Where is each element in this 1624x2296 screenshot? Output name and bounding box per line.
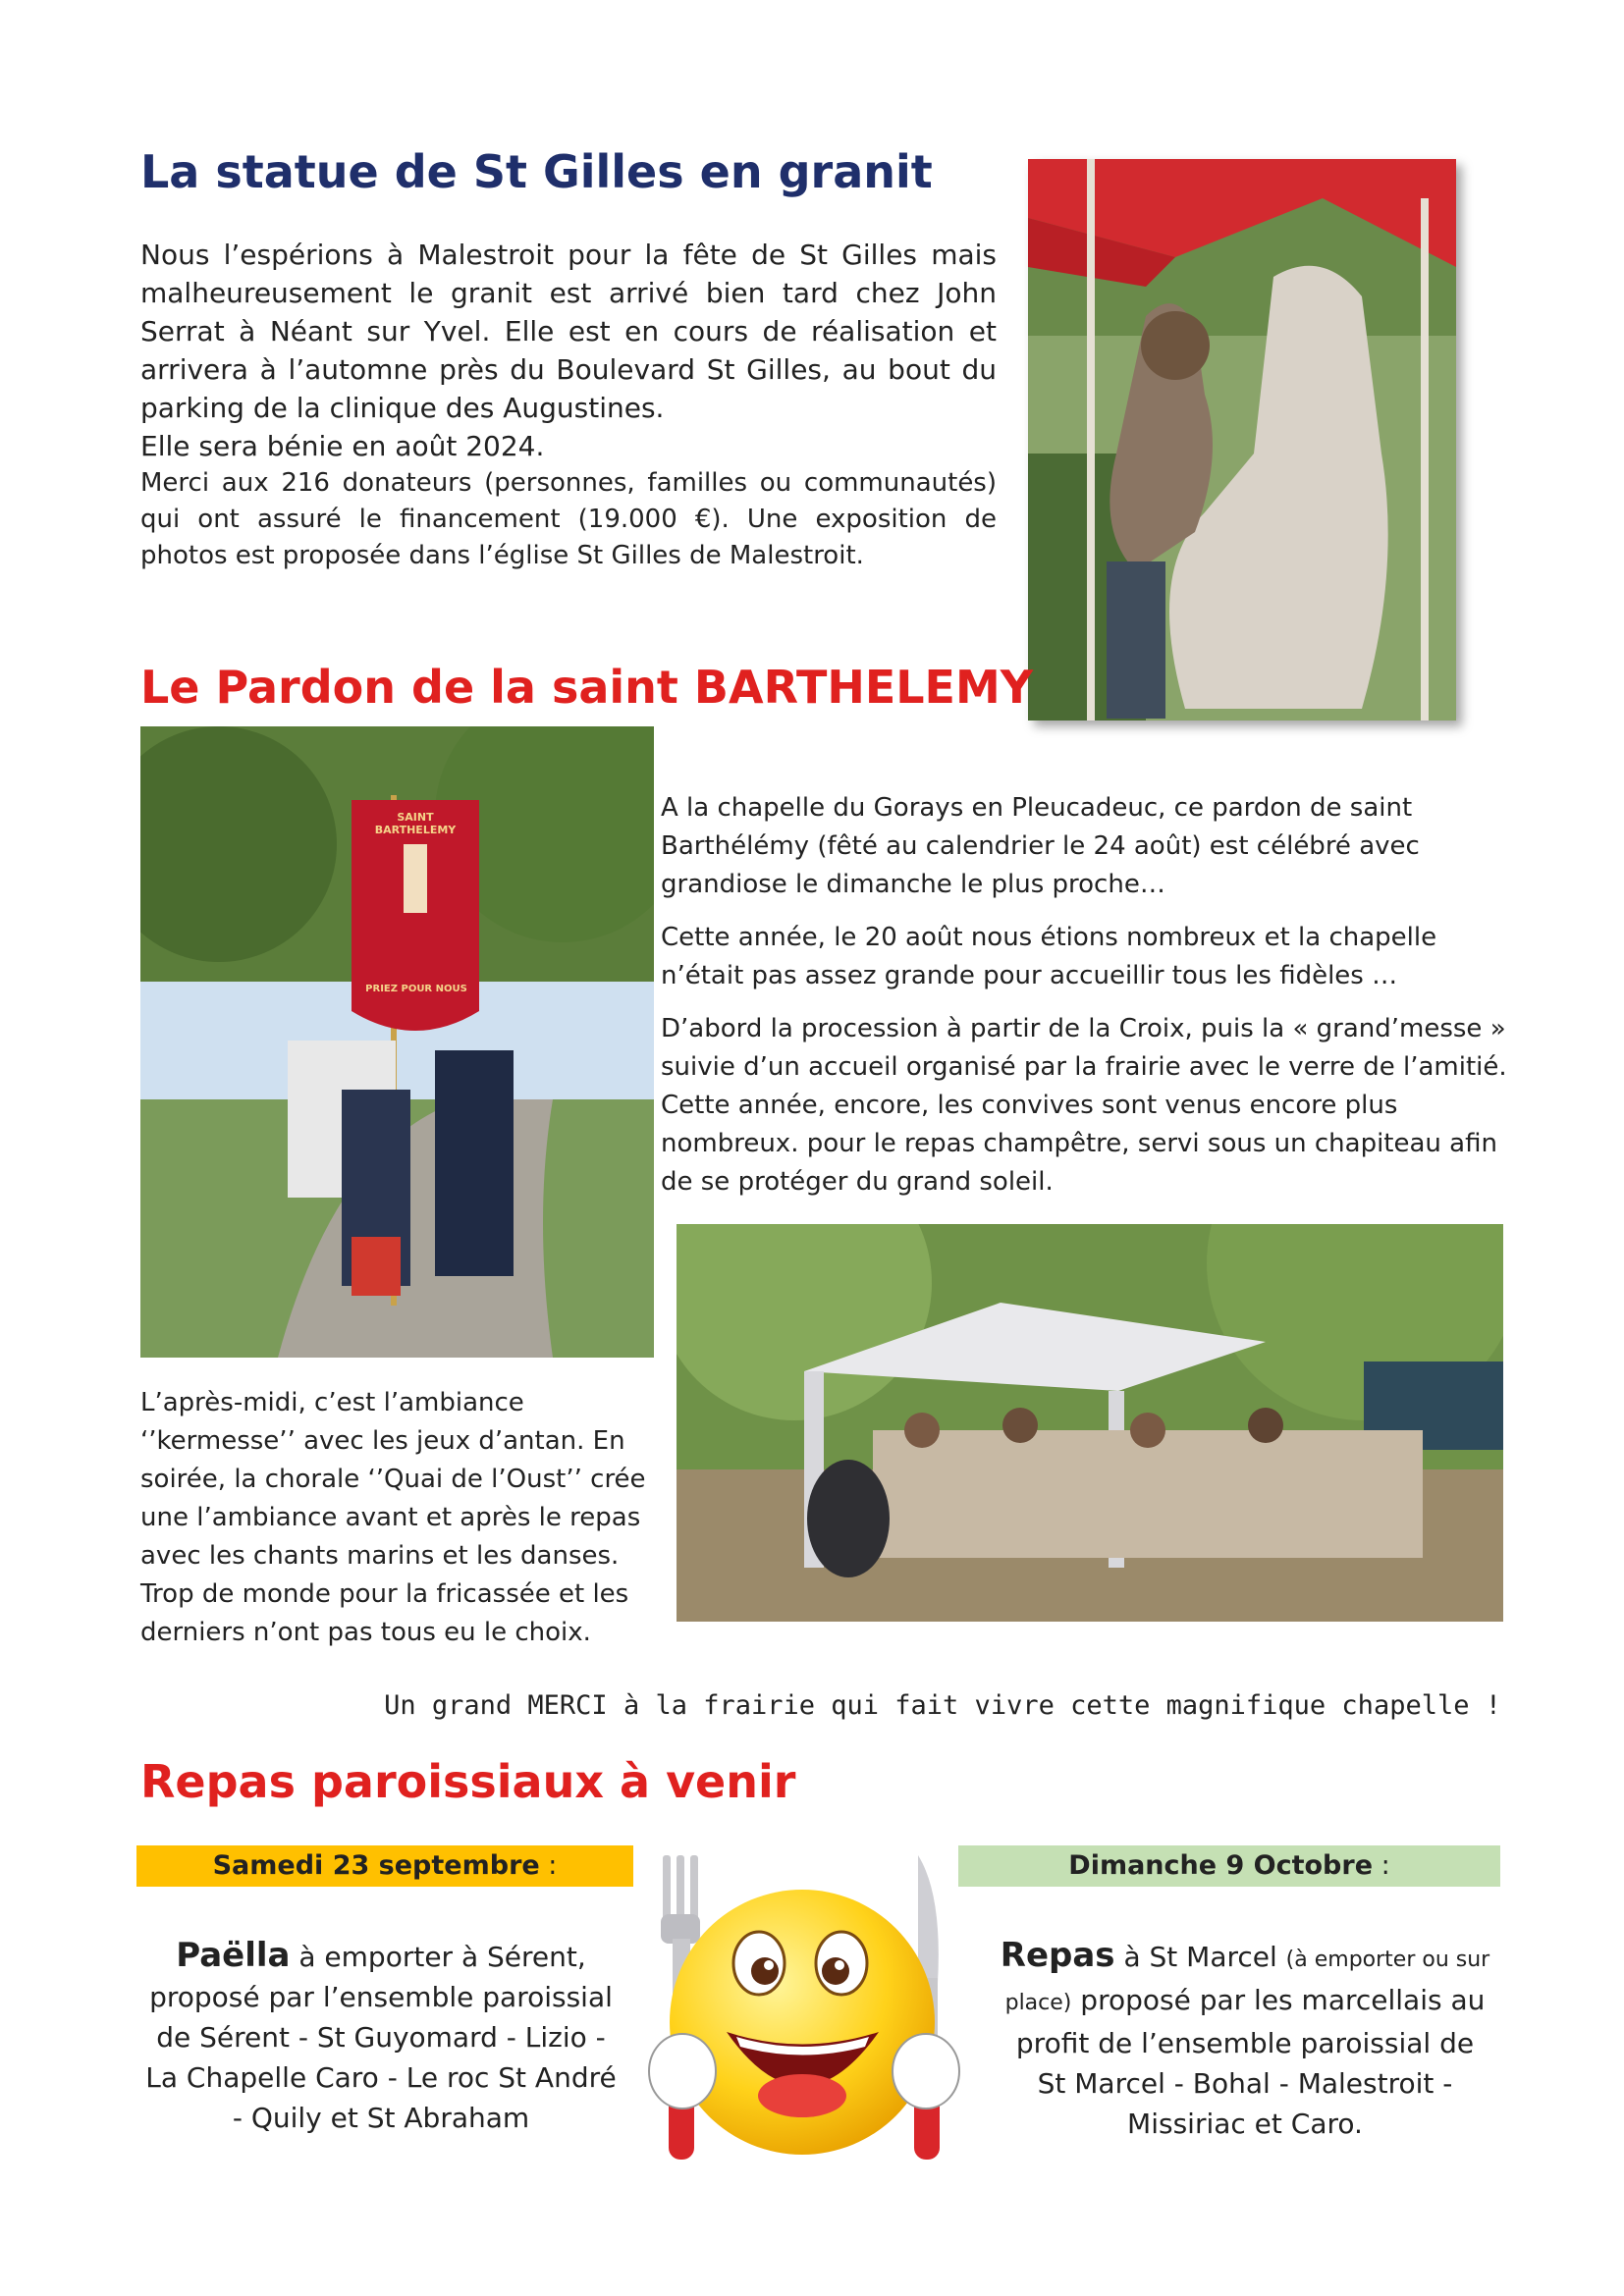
banner-bottom-text: PRIEZ POUR NOUS	[365, 984, 467, 994]
right-dish: Repas	[1000, 1936, 1115, 1975]
left-date-pill	[136, 1845, 633, 1887]
statue-paragraph-3: Merci aux 216 donateurs (personnes, familles ou communautés) qui ont assuré le financement (19.000 €). Une exposition de photos est proposée dans l’église St Gilles de Malestroit.	[140, 468, 997, 570]
left-meal-text	[140, 1936, 622, 2138]
procession-photo	[140, 726, 654, 1358]
tent-meal-photo	[677, 1224, 1503, 1622]
right-meal-small-note: (à emporter ou sur place)	[1004, 1948, 1490, 2015]
left-meal-description: à emporter à Sérent, proposé par l’ensemble paroissial de Sérent - St Guyomard - Lizio - La Chapelle Caro - Le roc St André - Quily et St Abraham	[145, 1941, 617, 2134]
repas-title: Repas paroissiaux à venir	[140, 1755, 796, 1808]
pardon-title: Le Pardon de la saint BARTHELEMY	[140, 661, 1034, 714]
right-date-pill	[958, 1845, 1500, 1887]
statue-paragraph-1: Nous l’espérions à Malestroit pour la fête de St Gilles mais malheureusement le granit est arrivé bien tard chez John Serrat à Néant sur Yvel. Elle est en cours de réalisation et arrivera à l’automne près du Boulevard St Gilles, au bout du parking de la clinique des Augustines.	[140, 239, 997, 424]
pardon-thanks: Un grand MERCI à la frairie qui fait vivre cette magnifique chapelle !	[384, 1690, 1501, 1721]
sculptor-photo	[1028, 159, 1456, 721]
left-date: Samedi 23 septembre	[212, 1850, 540, 1881]
left-dish: Paëlla	[176, 1936, 291, 1975]
left-date-colon: :	[539, 1850, 558, 1881]
pardon-text-left	[140, 1384, 661, 1652]
statue-title: La statue de St Gilles en granit	[140, 145, 933, 198]
pardon-text-right	[661, 789, 1525, 1201]
right-meal-description: proposé par les marcellais au profit de l’ensemble paroissial de St Marcel - Bohal - Malestroit - Missiriac et Caro.	[1015, 1984, 1486, 2140]
statue-text	[140, 236, 997, 574]
right-date-colon: :	[1373, 1850, 1390, 1881]
smiley-fork-knife-icon	[643, 1845, 962, 2169]
right-date: Dimanche 9 Octobre	[1068, 1850, 1374, 1881]
right-meal-text	[1000, 1936, 1490, 2144]
pardon-paragraph-4: L’après-midi, c’est l’ambiance ‘’kermesse’’ avec les jeux d’antan. En soirée, la chorale ‘’Quai de l’Oust’’ crée une l’ambiance avant et après le repas avec les chants marins et les danses. Trop de monde pour la fricassée et les derniers n’ont pas tous eu le choix.	[140, 1388, 646, 1647]
banner-top-text: SAINT BARTHELEMY	[374, 811, 457, 836]
pardon-paragraph-2: Cette année, le 20 août nous étions nombreux et la chapelle n’était pas assez grande pour accueillir tous les fidèles …	[661, 923, 1437, 990]
right-meal-place: à St Marcel	[1114, 1941, 1286, 1973]
statue-paragraph-2: Elle sera bénie en août 2024.	[140, 430, 545, 462]
pardon-paragraph-3: D’abord la procession à partir de la Croix, puis la « grand’messe » suivie d’un accueil organisé par la frairie avec le verre de l’amitié. Cette année, encore, les convives sont venus encore plus nombreux. pour le repas champêtre, servi sous un chapiteau afin de se protéger du grand soleil.	[661, 1014, 1507, 1197]
pardon-paragraph-1: A la chapelle du Gorays en Pleucadeuc, ce pardon de saint Barthélémy (fêté au calendrier le 24 août) est célébré avec grandiose le dimanche le plus proche…	[661, 793, 1420, 899]
